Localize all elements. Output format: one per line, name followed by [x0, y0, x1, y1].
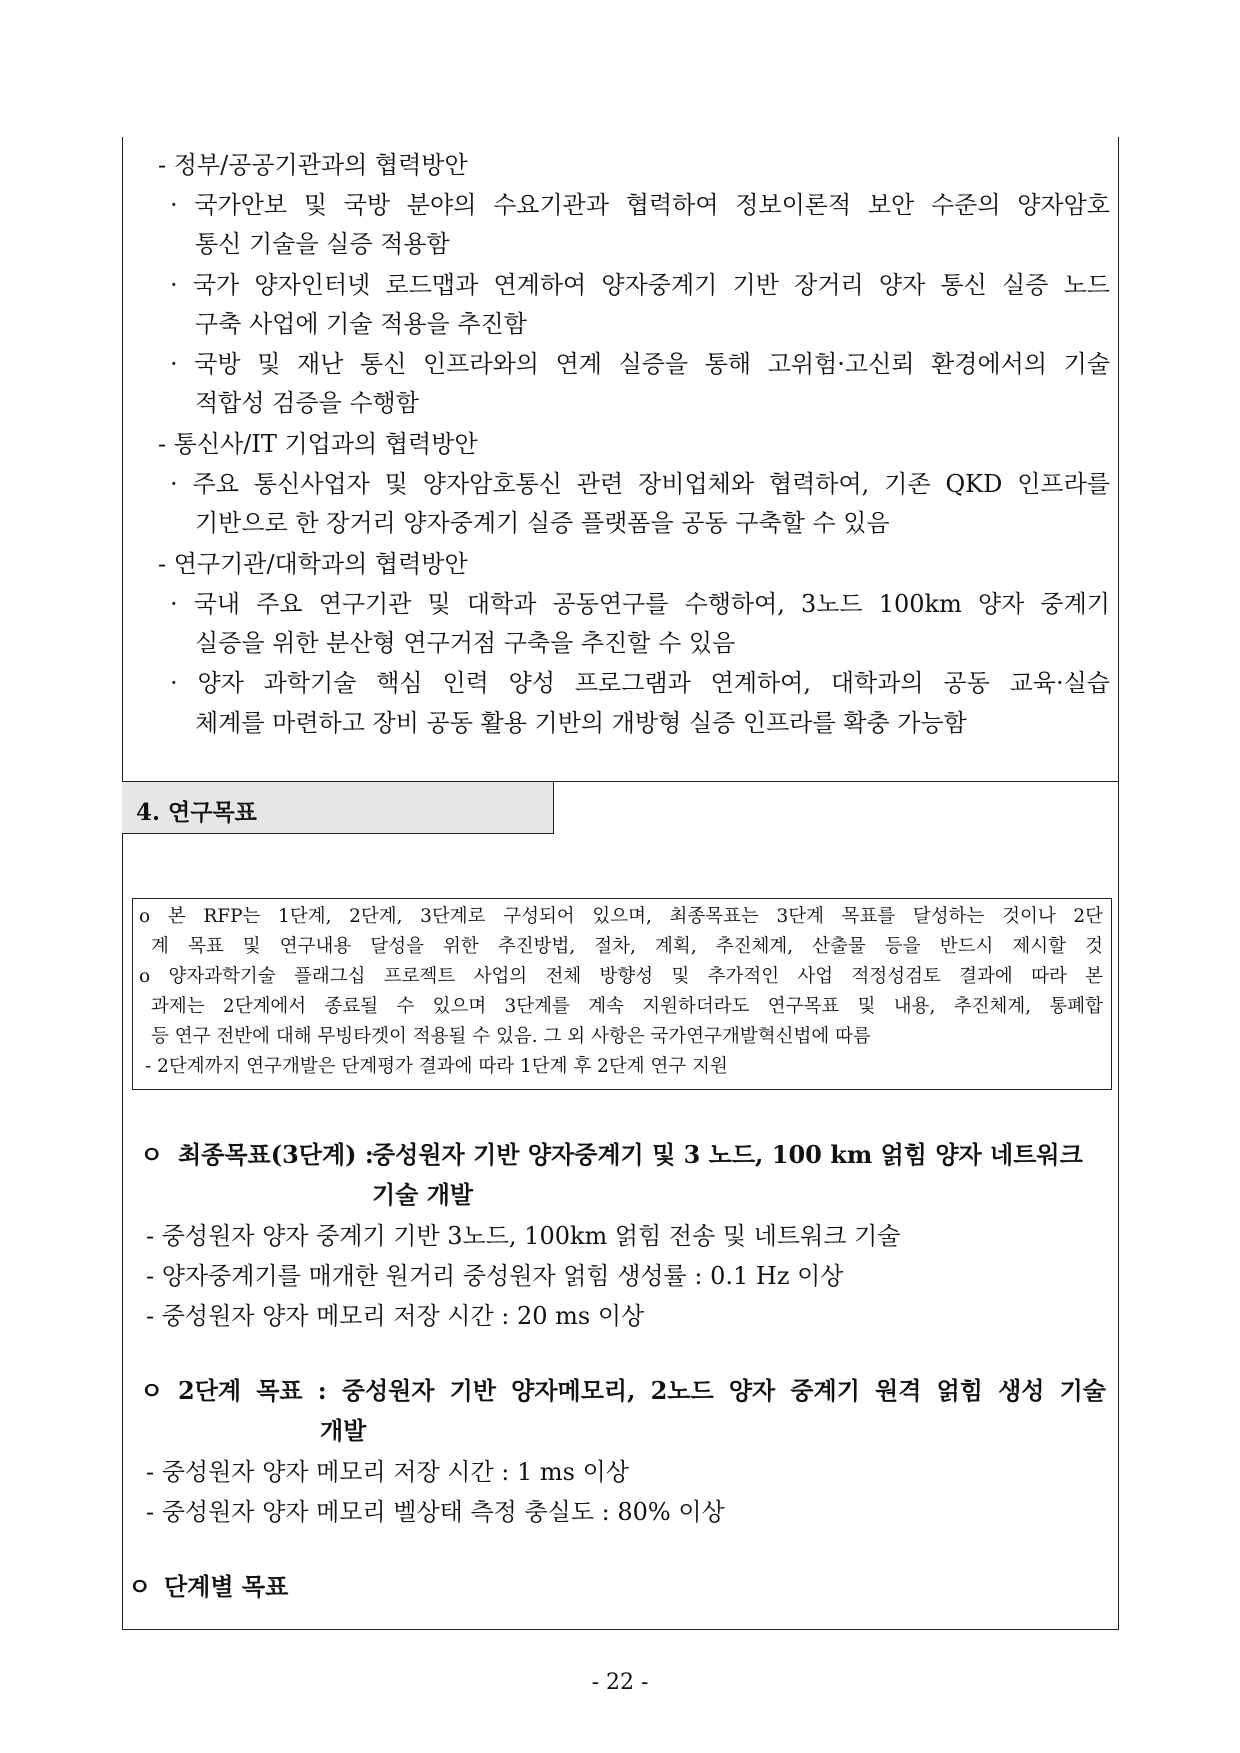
- gov-collab-bullet-2-line-2: 구축 사업에 기술 적용을 추진함: [195, 310, 527, 338]
- notice-line-4: 과제는 2단계에서 종료될 수 있으며 3단계를 계속 지원하더라도 연구목표 및 내용, 추진체계, 통폐합: [151, 996, 1103, 1017]
- rfp-notice-box: [132, 898, 1112, 1090]
- it-collab-heading: - 통신사/IT 기업과의 협력방안: [158, 430, 478, 458]
- uni-collab-bullet-2-line-1: · 양자 과학기술 핵심 인력 양성 프로그램과 연계하여, 대학과의 공동 교육·실습: [170, 669, 1110, 697]
- notice-line-2: 계 목표 및 연구내용 달성을 위한 추진방법, 절차, 계획, 추진체계, 산출물 등을 반드시 제시할 것: [151, 936, 1103, 957]
- stage2-goal-bullet: ㅇ: [140, 1376, 164, 1405]
- stage2-goal-line-2: 개발: [320, 1416, 367, 1445]
- uni-collab-bullet-1-line-1: · 국내 주요 연구기관 및 대학과 공동연구를 수행하여, 3노드 100km 양자 중계기: [170, 590, 1110, 618]
- uni-collab-bullet-1-line-2: 실증을 위한 분산형 연구거점 구축을 추진할 수 있음: [195, 629, 736, 657]
- final-goal-text-line-2: 기술 개발: [372, 1180, 474, 1209]
- stage-goals-bullet: ㅇ: [128, 1572, 152, 1601]
- final-goal-bullet: ㅇ: [140, 1140, 164, 1169]
- final-goal-text-line-1: 중성원자 기반 양자중계기 및 3 노드, 100 km 얽힘 양자 네트워크: [372, 1140, 1083, 1169]
- gov-collab-bullet-2-line-1: · 국가 양자인터넷 로드맵과 연계하여 양자중계기 기반 장거리 양자 통신 실증 노드: [170, 271, 1110, 299]
- gov-collab-heading: - 정부/공공기관과의 협력방안: [158, 151, 468, 179]
- notice-line-3: o 양자과학기술 플래그십 프로젝트 사업의 전체 방향성 및 추가적인 사업 적정성검토 결과에 따라 본: [139, 966, 1103, 987]
- stage2-goal-item-2: - 중성원자 양자 메모리 벨상태 측정 충실도 : 80% 이상: [146, 1498, 725, 1526]
- stage-goals-label: 단계별 목표: [164, 1572, 289, 1601]
- gov-collab-bullet-3-line-1: · 국방 및 재난 통신 인프라와의 연계 실증을 통해 고위험·고신뢰 환경에서의 기술: [170, 350, 1110, 378]
- stage2-goal-item-1: - 중성원자 양자 메모리 저장 시간 : 1 ms 이상: [146, 1458, 629, 1486]
- section-heading-box: [122, 782, 554, 834]
- uni-collab-bullet-2-line-2: 체계를 마련하고 장비 공동 활용 기반의 개방형 실증 인프라를 확충 가능함: [195, 709, 967, 737]
- notice-line-5: 등 연구 전반에 대해 무빙타겟이 적용될 수 있음. 그 외 사항은 국가연구개발혁신법에 따름: [151, 1026, 871, 1047]
- gov-collab-bullet-3-line-2: 적합성 검증을 수행함: [195, 389, 419, 417]
- uni-collab-heading: - 연구기관/대학과의 협력방안: [158, 550, 468, 578]
- gov-collab-bullet-1-line-2: 통신 기술을 실증 적용함: [195, 230, 450, 258]
- notice-line-1: o 본 RFP는 1단계, 2단계, 3단계로 구성되어 있으며, 최종목표는 3단계 목표를 달성하는 것이나 2단: [139, 906, 1103, 927]
- final-goal-item-3: - 중성원자 양자 메모리 저장 시간 : 20 ms 이상: [146, 1302, 645, 1330]
- gov-collab-bullet-1-line-1: · 국가안보 및 국방 분야의 수요기관과 협력하여 정보이론적 보안 수준의 양자암호: [170, 191, 1110, 219]
- final-goal-item-1: - 중성원자 양자 중계기 기반 3노드, 100km 얽힘 전송 및 네트워크 기술: [146, 1222, 901, 1250]
- notice-line-6: - 2단계까지 연구개발은 단계평가 결과에 따라 1단계 후 2단계 연구 지원: [145, 1056, 728, 1077]
- page-number: - 22 -: [591, 1670, 649, 1695]
- final-goal-item-2: - 양자중계기를 매개한 원거리 중성원자 얽힘 생성률 : 0.1 Hz 이상: [146, 1262, 844, 1290]
- it-collab-bullet-1-line-1: · 주요 통신사업자 및 양자암호통신 관련 장비업체와 협력하여, 기존 QKD 인프라를: [170, 470, 1110, 498]
- final-goal-label: 최종목표(3단계) :: [178, 1140, 374, 1169]
- it-collab-bullet-1-line-2: 기반으로 한 장거리 양자중계기 실증 플랫폼을 공동 구축할 수 있음: [195, 509, 890, 537]
- stage2-goal-line-1: 2단계 목표 : 중성원자 기반 양자메모리, 2노드 양자 중계기 원격 얽힘 생성 기술: [178, 1376, 1106, 1405]
- section-title: 4. 연구목표: [136, 799, 257, 826]
